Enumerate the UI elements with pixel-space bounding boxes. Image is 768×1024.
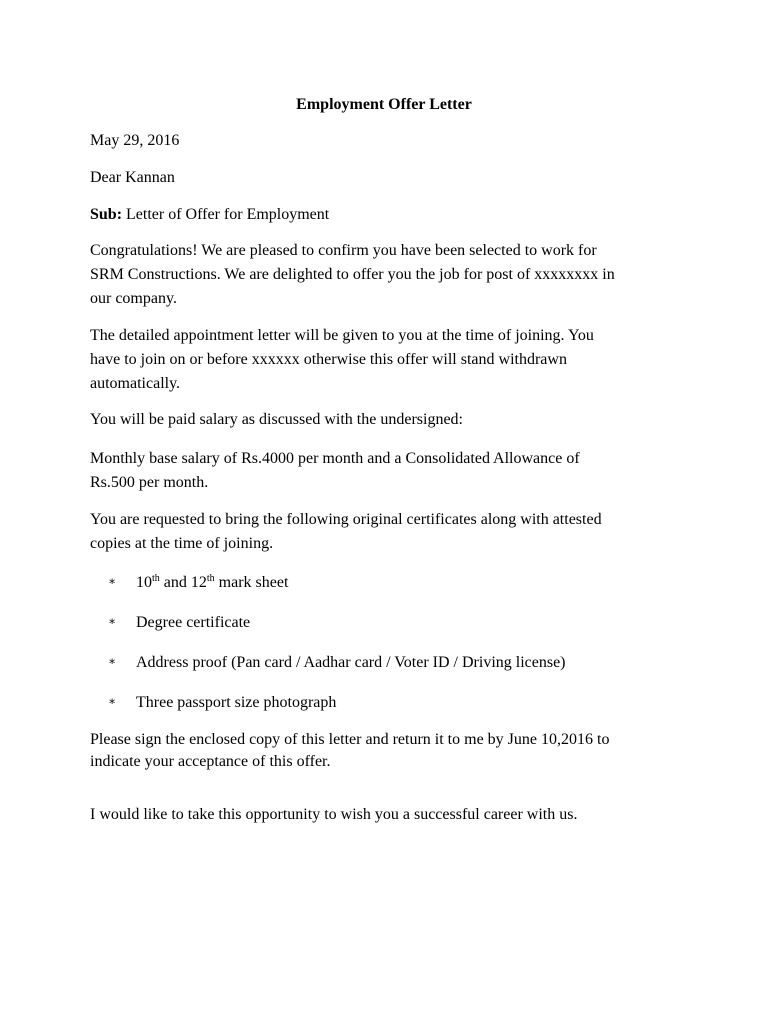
paragraph-line: Rs.500 per month. [90, 474, 209, 491]
paragraph-closing: I would like to take this opportunity to wish you a successful career with us. [90, 806, 578, 823]
bullet-text-part: 10 [136, 574, 152, 591]
paragraph-appointment [90, 324, 690, 396]
paragraph-line: The detailed appointment letter will be given to you at the time of joining. You [90, 327, 594, 344]
bullet-text-part: and 12 [159, 574, 207, 591]
subject-label: Sub: [90, 206, 123, 223]
list-item [108, 651, 708, 673]
list-item [108, 571, 708, 593]
paragraph-line: copies at the time of joining. [90, 535, 274, 552]
subject-text: Letter of Offer for Employment [122, 206, 330, 223]
paragraph-line: have to join on or before xxxxxx otherwise this offer will stand withdrawn [90, 351, 567, 368]
paragraph-line: Monthly base salary of Rs.4000 per month and a Consolidated Allowance of [90, 450, 580, 467]
bullet-text: Address proof (Pan card / Aadhar card / Voter ID / Driving license) [136, 654, 566, 671]
bullet-icon: ∗ [108, 614, 117, 628]
superscript: th [206, 573, 215, 584]
paragraph-congratulations [90, 239, 690, 311]
superscript: th [152, 573, 160, 584]
bullet-text: Degree certificate [136, 614, 251, 631]
paragraph-line: SRM Constructions. We are delighted to offer you the job for post of xxxxxxxx in [90, 266, 615, 283]
letter-date: May 29, 2016 [90, 132, 180, 149]
paragraph-line: our company. [90, 290, 177, 307]
paragraph-salary-intro: You will be paid salary as discussed with the undersigned: [90, 411, 463, 428]
list-item [108, 611, 708, 633]
paragraph-certificates [90, 508, 690, 556]
bullet-icon: ∗ [108, 574, 117, 588]
bullet-text-part: mark sheet [214, 574, 289, 591]
paragraph-line: Congratulations! We are pleased to confirm you have been selected to work for [90, 242, 597, 259]
paragraph-sign-return [90, 729, 690, 773]
bullet-icon: ∗ [108, 654, 117, 668]
letter-title: Employment Offer Letter [296, 96, 472, 113]
paragraph-line: automatically. [90, 375, 181, 392]
paragraph-line: You are requested to bring the following original certificates along with attested [90, 511, 602, 528]
list-item [108, 691, 708, 713]
bullet-text: Three passport size photograph [136, 694, 337, 711]
paragraph-line: Please sign the enclosed copy of this letter and return it to me by June 10,2016 to [90, 731, 610, 748]
greeting: Dear Kannan [90, 169, 175, 186]
paragraph-line: indicate your acceptance of this offer. [90, 753, 331, 770]
bullet-icon: ∗ [108, 694, 117, 708]
subject-line [90, 205, 690, 225]
paragraph-salary-details [90, 447, 690, 495]
